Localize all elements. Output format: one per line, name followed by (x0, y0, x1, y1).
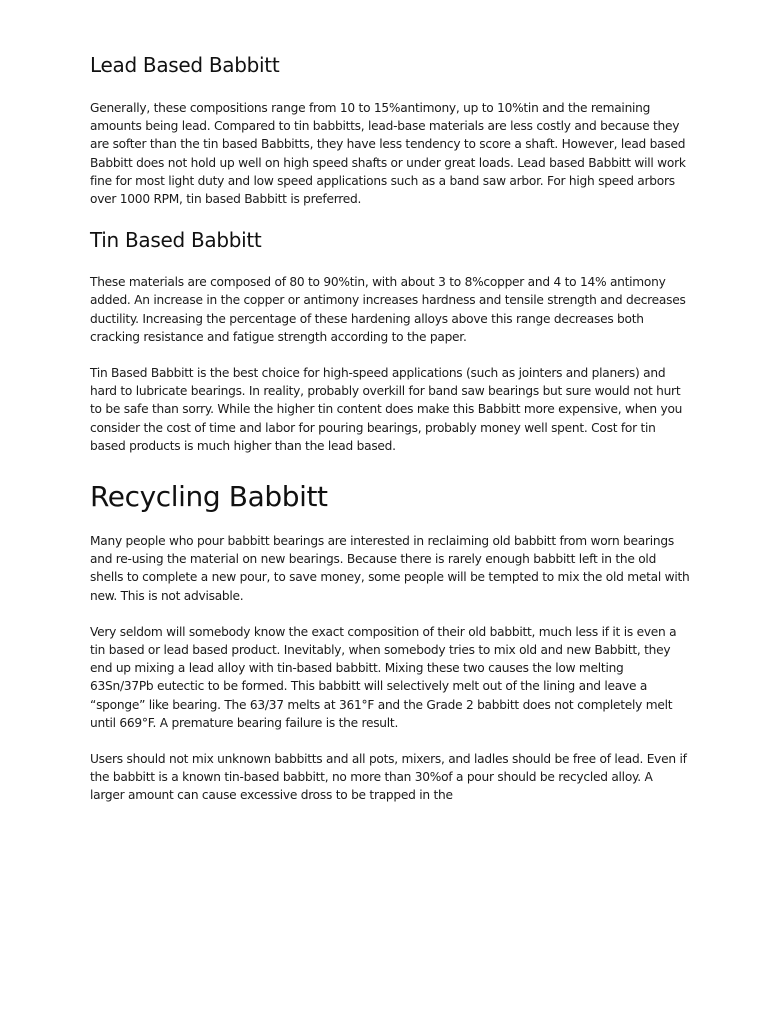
spacer (90, 346, 690, 364)
spacer (90, 78, 690, 99)
spacer (90, 253, 690, 273)
recycling-babbitt-heading: Recycling Babbitt (90, 480, 328, 514)
recycling-paragraph-3: Users should not mix unknown babbitts and all pots, mixers, and ladles should be free of lead. Even if the babbitt is a known tin-based babbitt, no more than 30%of a pour should be recycled alloy. A larger amount can cause excessive dross to be trapped in the (90, 752, 687, 803)
spacer (90, 515, 690, 532)
document-page (90, 52, 690, 805)
lead-based-babbitt-heading: Lead Based Babbitt (90, 53, 280, 77)
tin-based-paragraph-2: Tin Based Babbitt is the best choice for high-speed applications (such as jointers and planers) and hard to lubricate bearings. In reality, probably overkill for band saw bearings but sure would not hurt to be safe than sorry. While the higher tin content does make this Babbitt more expensive, when you consider the cost of time and labor for pouring bearings, probably money well spent. Cost for tin based products is much higher than the lead based. (90, 366, 683, 453)
spacer (90, 455, 690, 479)
lead-based-paragraph: Generally, these compositions range from 10 to 15%antimony, up to 10%tin and the remaining amounts being lead. Compared to tin babbitts, lead-base materials are less costly and because they are softer than the tin based Babbitts, they have less tendency to score a shaft. However, lead based Babbitt does not hold up well on high speed shafts or under great loads. Lead based Babbitt will work fine for most light duty and low speed applications such as a band saw arbor. For high speed arbors over 1000 RPM, tin based Babbitt is preferred. (90, 101, 686, 207)
tin-based-babbitt-heading: Tin Based Babbitt (90, 228, 262, 253)
spacer (90, 732, 690, 750)
spacer (90, 208, 690, 227)
spacer (90, 605, 690, 623)
recycling-paragraph-2: Very seldom will somebody know the exact composition of their old babbitt, much less if it is even a tin based or lead based product. Inevitably, when somebody tries to mix old and new Babbitt, they end up mixing a lead alloy with tin-based babbitt. Mixing these two causes the low melting 63Sn/37Pb eutectic to be formed. This babbitt will selectively melt out of the lining and leave a “sponge” like bearing. The 63/37 melts at 361°F and the Grade 2 babbitt does not completely melt until 669°F. A premature bearing failure is the result. (90, 624, 677, 730)
tin-based-paragraph-1: These materials are composed of 80 to 90%tin, with about 3 to 8%copper and 4 to 14% antimony added. An increase in the copper or antimony increases hardness and tensile strength and decreases ductility. Increasing the percentage of these hardening alloys above this range decreases both cracking resistance and fatigue strength according to the paper. (90, 275, 686, 344)
recycling-paragraph-1: Many people who pour babbitt bearings are interested in reclaiming old babbitt from worn bearings and re-using the material on new bearings. Because there is rarely enough babbitt left in the old shells to complete a new pour, to save money, some people will be tempted to mix the old metal with new. This is not advisable. (90, 534, 690, 603)
